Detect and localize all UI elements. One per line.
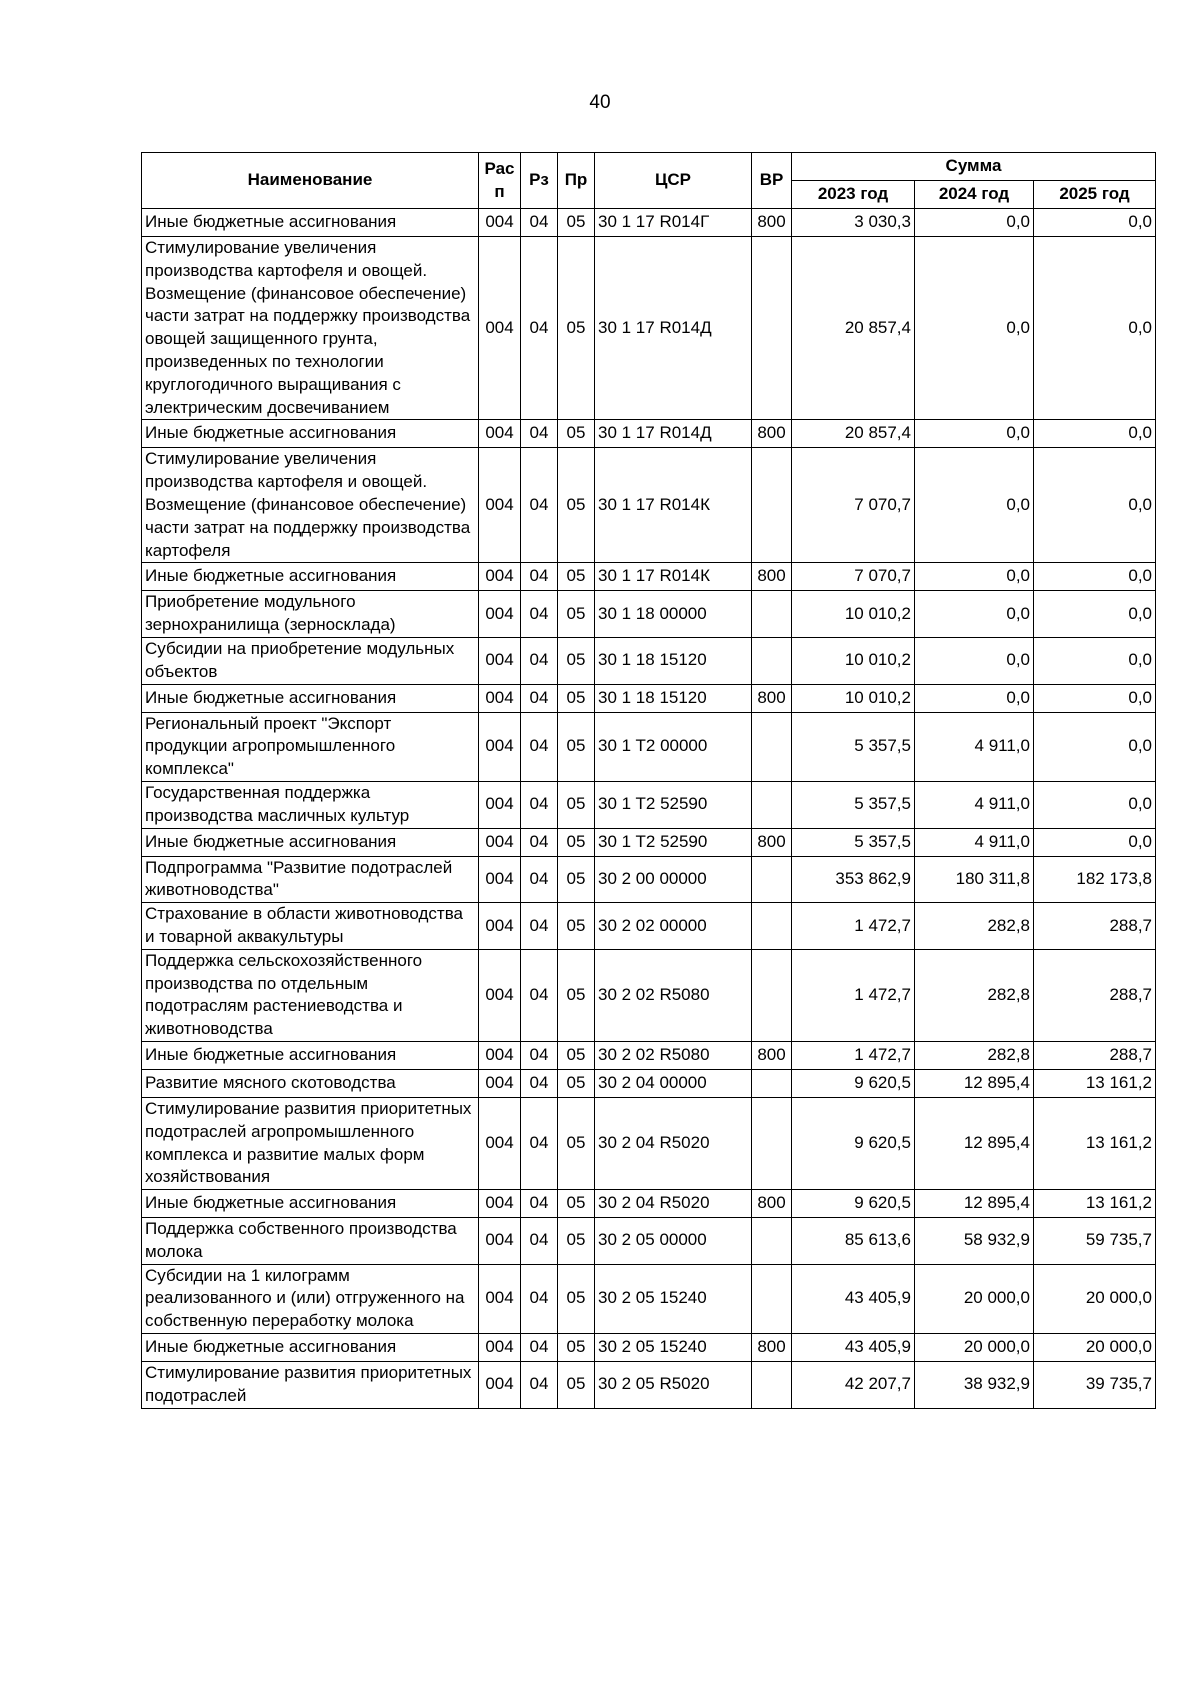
cell-2024: 180 311,8 xyxy=(915,856,1034,903)
cell-rz: 04 xyxy=(521,781,558,828)
cell-csr: 30 2 04 00000 xyxy=(595,1069,752,1097)
header-year-2025: 2025 год xyxy=(1034,181,1156,209)
cell-2025: 288,7 xyxy=(1034,1041,1156,1069)
cell-rasp: 004 xyxy=(479,591,521,638)
cell-2024: 38 932,9 xyxy=(915,1362,1034,1409)
cell-pr: 05 xyxy=(558,949,595,1041)
cell-vr xyxy=(752,237,792,420)
cell-name: Субсидии на 1 килограмм реализованного и (или) отгруженного на собственную переработку молока xyxy=(142,1264,479,1333)
cell-rz: 04 xyxy=(521,237,558,420)
cell-pr: 05 xyxy=(558,209,595,237)
cell-name: Стимулирование развития приоритетных подотраслей xyxy=(142,1362,479,1409)
cell-name: Иные бюджетные ассигнования xyxy=(142,420,479,448)
cell-2023: 1 472,7 xyxy=(792,949,915,1041)
cell-csr: 30 2 02 R5080 xyxy=(595,949,752,1041)
cell-2023: 9 620,5 xyxy=(792,1190,915,1218)
cell-2023: 10 010,2 xyxy=(792,684,915,712)
cell-rasp: 004 xyxy=(479,856,521,903)
cell-pr: 05 xyxy=(558,856,595,903)
cell-pr: 05 xyxy=(558,684,595,712)
cell-rasp: 004 xyxy=(479,1069,521,1097)
table-row xyxy=(142,637,1156,684)
table-row xyxy=(142,1334,1156,1362)
cell-rasp: 004 xyxy=(479,781,521,828)
cell-2025: 0,0 xyxy=(1034,420,1156,448)
cell-2025: 0,0 xyxy=(1034,563,1156,591)
cell-name: Приобретение модульного зернохранилища (зерносклада) xyxy=(142,591,479,638)
cell-2025: 0,0 xyxy=(1034,237,1156,420)
table-row xyxy=(142,1041,1156,1069)
cell-csr: 30 1 17 R014Д xyxy=(595,237,752,420)
table-row xyxy=(142,903,1156,950)
cell-name: Стимулирование увеличения производства картофеля и овощей. Возмещение (финансовое обеспечение) части затрат на поддержку производства овощей защищенного грунта, произведенных по технологии круглогодичного выращивания с электрическим досвечиванием xyxy=(142,237,479,420)
page-number: 40 xyxy=(589,92,611,113)
cell-2024: 0,0 xyxy=(915,637,1034,684)
cell-rz: 04 xyxy=(521,828,558,856)
cell-csr: 30 2 05 R5020 xyxy=(595,1362,752,1409)
cell-vr: 800 xyxy=(752,684,792,712)
cell-2024: 12 895,4 xyxy=(915,1190,1034,1218)
cell-rasp: 004 xyxy=(479,1097,521,1189)
cell-2023: 9 620,5 xyxy=(792,1097,915,1189)
cell-2024: 0,0 xyxy=(915,591,1034,638)
cell-pr: 05 xyxy=(558,1069,595,1097)
cell-2025: 288,7 xyxy=(1034,949,1156,1041)
cell-name: Иные бюджетные ассигнования xyxy=(142,209,479,237)
cell-2024: 4 911,0 xyxy=(915,828,1034,856)
cell-rasp: 004 xyxy=(479,563,521,591)
table-row xyxy=(142,237,1156,420)
cell-2023: 20 857,4 xyxy=(792,420,915,448)
cell-vr xyxy=(752,637,792,684)
cell-rz: 04 xyxy=(521,949,558,1041)
cell-2024: 12 895,4 xyxy=(915,1069,1034,1097)
cell-pr: 05 xyxy=(558,712,595,781)
cell-2023: 1 472,7 xyxy=(792,1041,915,1069)
cell-vr xyxy=(752,712,792,781)
cell-name: Стимулирование развития приоритетных подотраслей агропромышленного комплекса и развитие малых форм хозяйствования xyxy=(142,1097,479,1189)
cell-2024: 4 911,0 xyxy=(915,781,1034,828)
cell-2024: 4 911,0 xyxy=(915,712,1034,781)
cell-2023: 353 862,9 xyxy=(792,856,915,903)
table-row xyxy=(142,828,1156,856)
cell-2025: 59 735,7 xyxy=(1034,1218,1156,1265)
cell-2025: 13 161,2 xyxy=(1034,1097,1156,1189)
cell-name: Иные бюджетные ассигнования xyxy=(142,684,479,712)
cell-name: Иные бюджетные ассигнования xyxy=(142,1334,479,1362)
header-name: Наименование xyxy=(142,153,479,209)
cell-csr: 30 1 17 R014Д xyxy=(595,420,752,448)
cell-rz: 04 xyxy=(521,1097,558,1189)
cell-2024: 0,0 xyxy=(915,237,1034,420)
cell-rz: 04 xyxy=(521,1190,558,1218)
cell-2024: 0,0 xyxy=(915,684,1034,712)
cell-pr: 05 xyxy=(558,1041,595,1069)
cell-2025: 20 000,0 xyxy=(1034,1264,1156,1333)
cell-pr: 05 xyxy=(558,637,595,684)
cell-rasp: 004 xyxy=(479,712,521,781)
header-sum: Сумма xyxy=(792,153,1156,181)
cell-2023: 3 030,3 xyxy=(792,209,915,237)
cell-rasp: 004 xyxy=(479,1190,521,1218)
cell-rasp: 004 xyxy=(479,1041,521,1069)
cell-rasp: 004 xyxy=(479,1334,521,1362)
cell-pr: 05 xyxy=(558,781,595,828)
cell-csr: 30 1 T2 00000 xyxy=(595,712,752,781)
header-csr: ЦСР xyxy=(595,153,752,209)
cell-rz: 04 xyxy=(521,856,558,903)
cell-2023: 5 357,5 xyxy=(792,712,915,781)
cell-rasp: 004 xyxy=(479,637,521,684)
cell-2023: 43 405,9 xyxy=(792,1334,915,1362)
cell-rz: 04 xyxy=(521,420,558,448)
cell-rz: 04 xyxy=(521,637,558,684)
cell-name: Поддержка собственного производства молока xyxy=(142,1218,479,1265)
cell-pr: 05 xyxy=(558,237,595,420)
cell-pr: 05 xyxy=(558,903,595,950)
cell-2023: 9 620,5 xyxy=(792,1069,915,1097)
header-pr: Пр xyxy=(558,153,595,209)
cell-rz: 04 xyxy=(521,209,558,237)
cell-name: Иные бюджетные ассигнования xyxy=(142,1190,479,1218)
cell-2023: 7 070,7 xyxy=(792,448,915,563)
cell-2024: 12 895,4 xyxy=(915,1097,1034,1189)
cell-2024: 20 000,0 xyxy=(915,1334,1034,1362)
cell-rz: 04 xyxy=(521,712,558,781)
cell-2025: 13 161,2 xyxy=(1034,1069,1156,1097)
table-row xyxy=(142,949,1156,1041)
table-row xyxy=(142,1069,1156,1097)
cell-pr: 05 xyxy=(558,448,595,563)
cell-pr: 05 xyxy=(558,563,595,591)
cell-rz: 04 xyxy=(521,1218,558,1265)
cell-vr xyxy=(752,1097,792,1189)
cell-vr: 800 xyxy=(752,209,792,237)
header-year-2024: 2024 год xyxy=(915,181,1034,209)
cell-csr: 30 2 05 15240 xyxy=(595,1334,752,1362)
cell-2025: 182 173,8 xyxy=(1034,856,1156,903)
cell-2025: 288,7 xyxy=(1034,903,1156,950)
cell-2023: 1 472,7 xyxy=(792,903,915,950)
cell-csr: 30 2 02 00000 xyxy=(595,903,752,950)
table-row xyxy=(142,1264,1156,1333)
cell-2024: 58 932,9 xyxy=(915,1218,1034,1265)
cell-vr xyxy=(752,591,792,638)
cell-csr: 30 1 18 15120 xyxy=(595,637,752,684)
cell-2024: 0,0 xyxy=(915,563,1034,591)
cell-vr xyxy=(752,1362,792,1409)
header-rz: Рз xyxy=(521,153,558,209)
table-row xyxy=(142,1218,1156,1265)
header-vr: ВР xyxy=(752,153,792,209)
cell-csr: 30 1 T2 52590 xyxy=(595,828,752,856)
cell-2025: 0,0 xyxy=(1034,637,1156,684)
table-row xyxy=(142,209,1156,237)
cell-csr: 30 2 04 R5020 xyxy=(595,1097,752,1189)
cell-2025: 39 735,7 xyxy=(1034,1362,1156,1409)
table-row xyxy=(142,420,1156,448)
cell-csr: 30 1 17 R014К xyxy=(595,448,752,563)
table-row xyxy=(142,712,1156,781)
cell-name: Поддержка сельскохозяйственного производства по отдельным подотраслям растениеводства и животноводства xyxy=(142,949,479,1041)
header-rasp: Рас п xyxy=(479,153,521,209)
cell-pr: 05 xyxy=(558,420,595,448)
cell-rz: 04 xyxy=(521,903,558,950)
cell-csr: 30 2 05 15240 xyxy=(595,1264,752,1333)
cell-csr: 30 1 T2 52590 xyxy=(595,781,752,828)
cell-name: Субсидии на приобретение модульных объектов xyxy=(142,637,479,684)
cell-rz: 04 xyxy=(521,563,558,591)
cell-rz: 04 xyxy=(521,448,558,563)
cell-name: Иные бюджетные ассигнования xyxy=(142,1041,479,1069)
cell-pr: 05 xyxy=(558,1362,595,1409)
cell-csr: 30 2 02 R5080 xyxy=(595,1041,752,1069)
cell-2025: 20 000,0 xyxy=(1034,1334,1156,1362)
cell-vr: 800 xyxy=(752,1041,792,1069)
cell-rz: 04 xyxy=(521,1264,558,1333)
cell-pr: 05 xyxy=(558,828,595,856)
cell-csr: 30 1 18 00000 xyxy=(595,591,752,638)
table-row xyxy=(142,1362,1156,1409)
cell-2023: 10 010,2 xyxy=(792,591,915,638)
cell-name: Развитие мясного скотоводства xyxy=(142,1069,479,1097)
table-header xyxy=(142,153,1156,209)
cell-2024: 20 000,0 xyxy=(915,1264,1034,1333)
cell-csr: 30 2 05 00000 xyxy=(595,1218,752,1265)
cell-rasp: 004 xyxy=(479,1362,521,1409)
cell-rasp: 004 xyxy=(479,949,521,1041)
cell-rasp: 004 xyxy=(479,903,521,950)
cell-vr xyxy=(752,1218,792,1265)
budget-table xyxy=(141,152,1156,1409)
cell-2025: 0,0 xyxy=(1034,448,1156,563)
cell-name: Страхование в области животноводства и товарной аквакультуры xyxy=(142,903,479,950)
cell-rasp: 004 xyxy=(479,684,521,712)
cell-2025: 13 161,2 xyxy=(1034,1190,1156,1218)
cell-2025: 0,0 xyxy=(1034,828,1156,856)
cell-rz: 04 xyxy=(521,1069,558,1097)
cell-pr: 05 xyxy=(558,1334,595,1362)
cell-rasp: 004 xyxy=(479,420,521,448)
cell-pr: 05 xyxy=(558,1218,595,1265)
cell-vr: 800 xyxy=(752,1190,792,1218)
cell-2024: 282,8 xyxy=(915,1041,1034,1069)
cell-2024: 282,8 xyxy=(915,903,1034,950)
cell-2024: 0,0 xyxy=(915,448,1034,563)
cell-rz: 04 xyxy=(521,684,558,712)
cell-rasp: 004 xyxy=(479,237,521,420)
cell-2023: 5 357,5 xyxy=(792,828,915,856)
table-row xyxy=(142,684,1156,712)
cell-vr xyxy=(752,903,792,950)
cell-csr: 30 2 00 00000 xyxy=(595,856,752,903)
cell-rasp: 004 xyxy=(479,828,521,856)
header-year-2023: 2023 год xyxy=(792,181,915,209)
cell-rasp: 004 xyxy=(479,209,521,237)
cell-name: Стимулирование увеличения производства картофеля и овощей. Возмещение (финансовое обеспечение) части затрат на поддержку производства картофеля xyxy=(142,448,479,563)
cell-2023: 10 010,2 xyxy=(792,637,915,684)
cell-rasp: 004 xyxy=(479,1218,521,1265)
cell-2025: 0,0 xyxy=(1034,781,1156,828)
cell-vr: 800 xyxy=(752,1334,792,1362)
cell-rz: 04 xyxy=(521,1362,558,1409)
cell-2024: 282,8 xyxy=(915,949,1034,1041)
table-row xyxy=(142,856,1156,903)
table-row xyxy=(142,1097,1156,1189)
cell-rz: 04 xyxy=(521,1041,558,1069)
cell-2025: 0,0 xyxy=(1034,684,1156,712)
cell-rz: 04 xyxy=(521,1334,558,1362)
cell-2023: 5 357,5 xyxy=(792,781,915,828)
cell-vr xyxy=(752,1264,792,1333)
table-body xyxy=(142,209,1156,1409)
cell-2023: 7 070,7 xyxy=(792,563,915,591)
cell-vr xyxy=(752,949,792,1041)
cell-name: Региональный проект "Экспорт продукции агропромышленного комплекса" xyxy=(142,712,479,781)
cell-pr: 05 xyxy=(558,1264,595,1333)
cell-2024: 0,0 xyxy=(915,420,1034,448)
cell-name: Иные бюджетные ассигнования xyxy=(142,563,479,591)
cell-2023: 42 207,7 xyxy=(792,1362,915,1409)
table-row xyxy=(142,591,1156,638)
cell-name: Подпрограмма "Развитие подотраслей животноводства" xyxy=(142,856,479,903)
cell-pr: 05 xyxy=(558,1097,595,1189)
cell-name: Государственная поддержка производства масличных культур xyxy=(142,781,479,828)
table-row xyxy=(142,1190,1156,1218)
cell-2023: 85 613,6 xyxy=(792,1218,915,1265)
cell-vr xyxy=(752,856,792,903)
cell-csr: 30 1 18 15120 xyxy=(595,684,752,712)
cell-2023: 43 405,9 xyxy=(792,1264,915,1333)
cell-2025: 0,0 xyxy=(1034,712,1156,781)
cell-2025: 0,0 xyxy=(1034,591,1156,638)
cell-vr xyxy=(752,1069,792,1097)
cell-vr: 800 xyxy=(752,420,792,448)
cell-rasp: 004 xyxy=(479,448,521,563)
cell-2023: 20 857,4 xyxy=(792,237,915,420)
table-row xyxy=(142,563,1156,591)
cell-vr: 800 xyxy=(752,563,792,591)
cell-vr xyxy=(752,448,792,563)
cell-vr: 800 xyxy=(752,828,792,856)
cell-csr: 30 1 17 R014Г xyxy=(595,209,752,237)
cell-2025: 0,0 xyxy=(1034,209,1156,237)
cell-csr: 30 2 04 R5020 xyxy=(595,1190,752,1218)
cell-pr: 05 xyxy=(558,591,595,638)
cell-rz: 04 xyxy=(521,591,558,638)
cell-vr xyxy=(752,781,792,828)
cell-rasp: 004 xyxy=(479,1264,521,1333)
cell-csr: 30 1 17 R014К xyxy=(595,563,752,591)
cell-name: Иные бюджетные ассигнования xyxy=(142,828,479,856)
table-row xyxy=(142,448,1156,563)
table-row xyxy=(142,781,1156,828)
cell-pr: 05 xyxy=(558,1190,595,1218)
cell-2024: 0,0 xyxy=(915,209,1034,237)
